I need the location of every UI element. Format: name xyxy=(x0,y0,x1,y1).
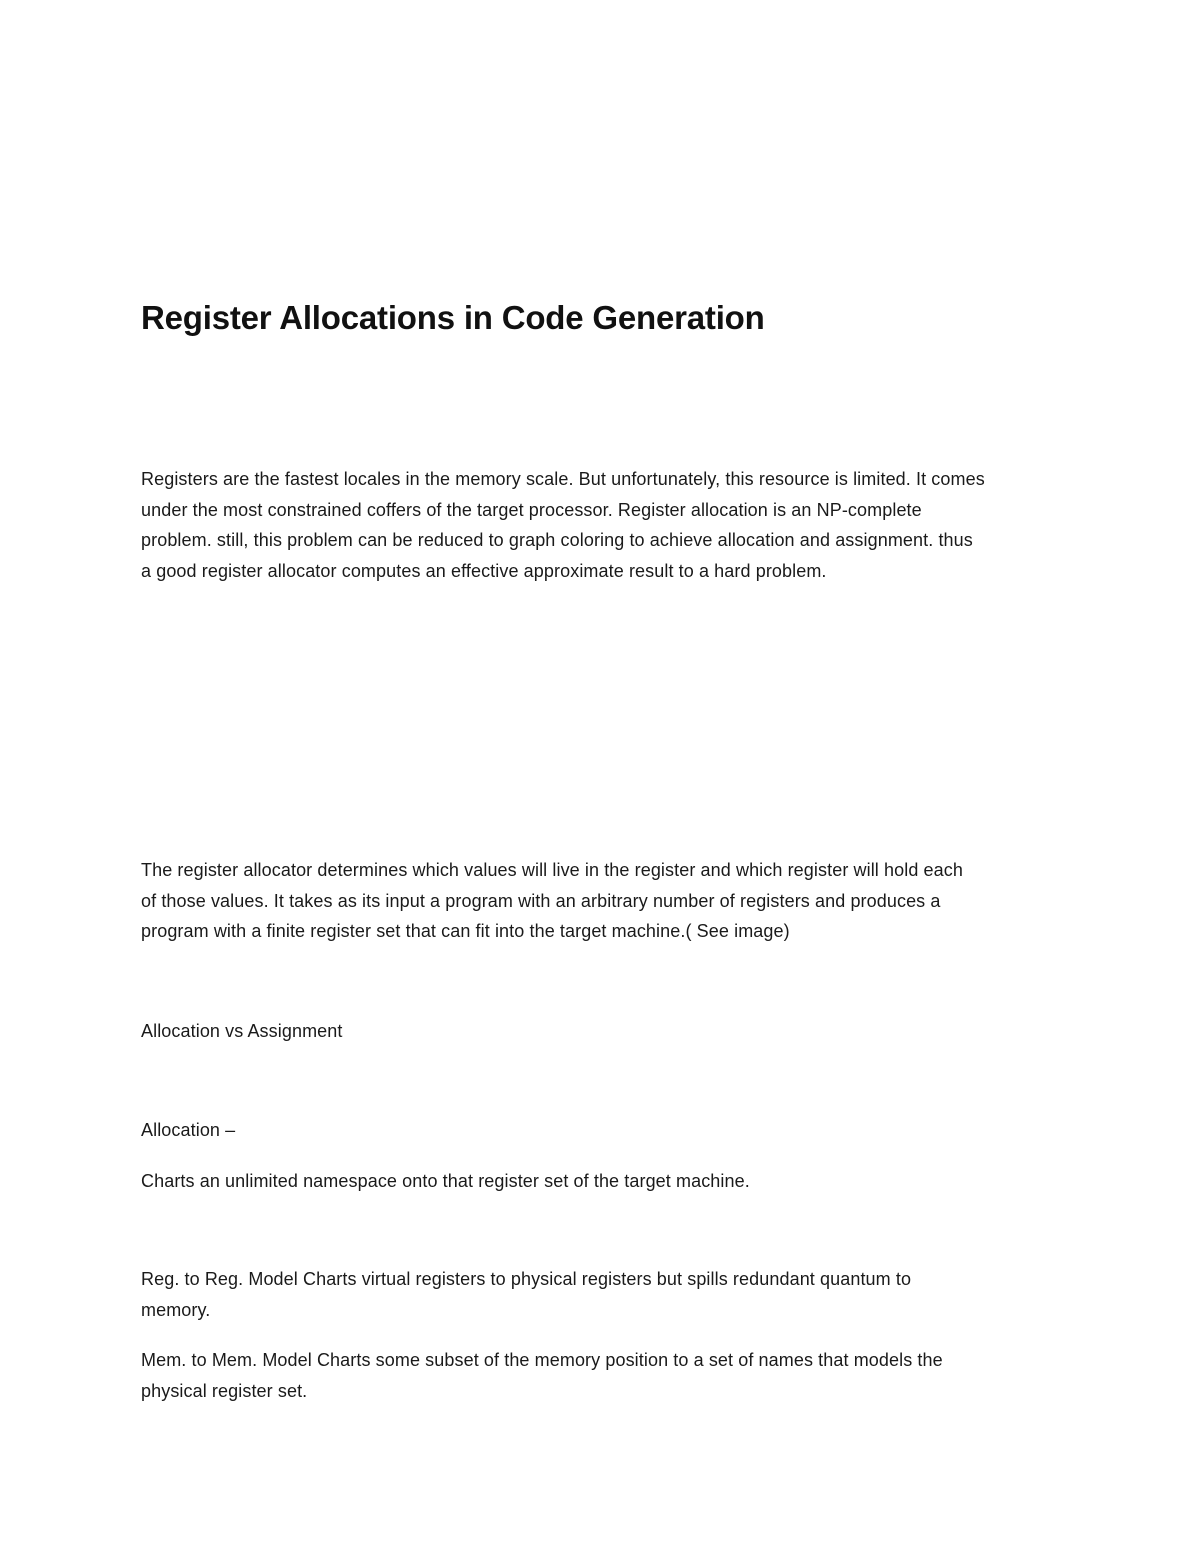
paragraph-line: of those values. It takes as its input a program with an arbitrary number of registers and produces a xyxy=(141,890,941,911)
paragraph-line: Mem. to Mem. Model Charts some subset of the memory position to a set of names that models the xyxy=(141,1350,943,1370)
reg-to-reg-model xyxy=(141,1264,1061,1325)
subheading-text: Allocation vs Assignment xyxy=(141,1021,343,1041)
allocation-label xyxy=(141,1115,1061,1146)
allocation-definition-text: Charts an unlimited namespace onto that register set of the target machine. xyxy=(141,1171,750,1191)
document-title: Register Allocations in Code Generation xyxy=(141,299,765,336)
subheading-allocation-vs-assignment xyxy=(141,1016,1061,1047)
paragraph-line: The register allocator determines which values will live in the register and which register will hold each xyxy=(141,860,963,880)
paragraph-intro xyxy=(141,464,1061,586)
paragraph-allocator xyxy=(141,855,1061,947)
paragraph-line: physical register set. xyxy=(141,1380,308,1401)
paragraph-line: memory. xyxy=(141,1299,211,1320)
paragraph-line: Registers are the fastest locales in the memory scale. But unfortunately, this resource is limited. It comes xyxy=(141,469,985,489)
paragraph-line: under the most constrained coffers of the target processor. Register allocation is an NP-complete xyxy=(141,499,922,520)
paragraph-line: a good register allocator computes an effective approximate result to a hard problem. xyxy=(141,560,827,581)
paragraph-line: Reg. to Reg. Model Charts virtual registers to physical registers but spills redundant quantum to xyxy=(141,1269,912,1289)
mem-to-mem-model xyxy=(141,1345,1061,1406)
paragraph-line: problem. still, this problem can be reduced to graph coloring to achieve allocation and assignment. thus xyxy=(141,530,973,550)
allocation-label-text: Allocation – xyxy=(141,1120,236,1140)
allocation-definition xyxy=(141,1166,1061,1197)
paragraph-line: program with a finite register set that can fit into the target machine.( See image) xyxy=(141,921,790,941)
